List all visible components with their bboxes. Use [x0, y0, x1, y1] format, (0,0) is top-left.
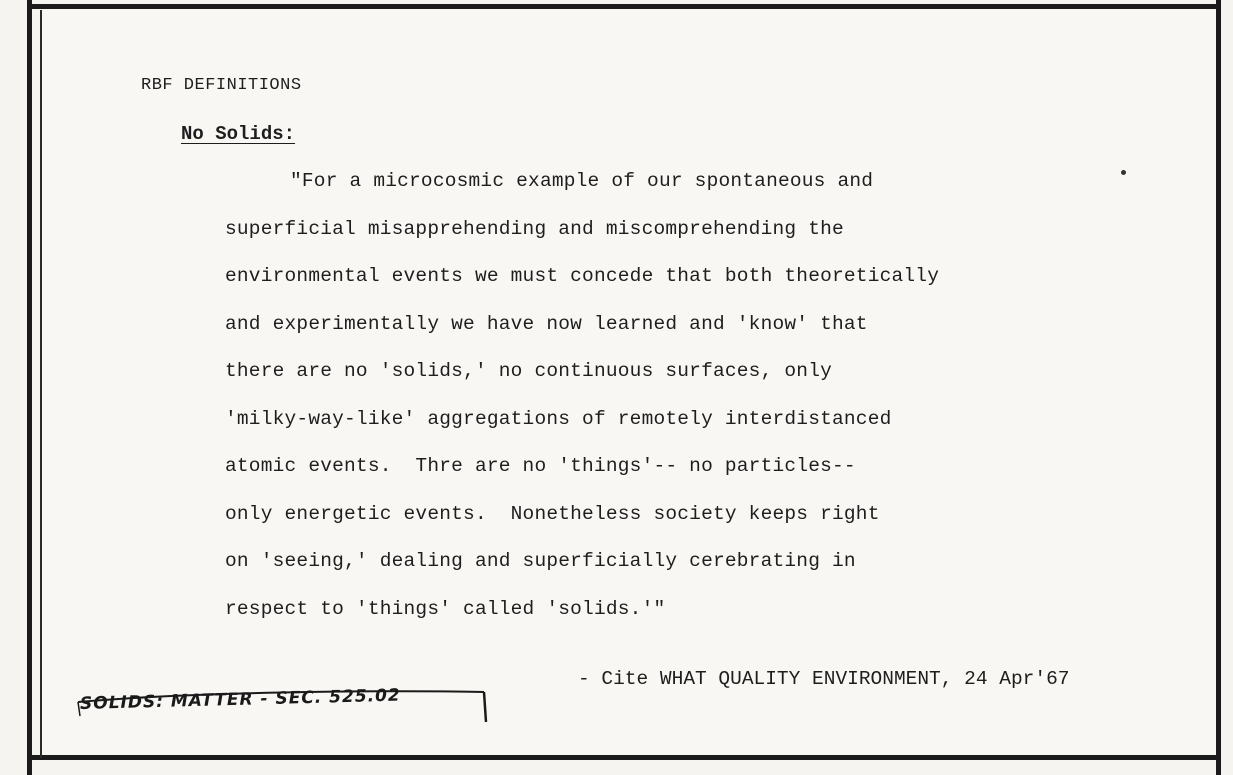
quote-line: on 'seeing,' dealing and superficially cerebrating in	[225, 550, 856, 572]
frame-left-rule	[27, 0, 32, 775]
quote-line: there are no 'solids,' no continuous surfaces, only	[225, 360, 832, 382]
quote-line: respect to 'things' called 'solids.'"	[225, 598, 666, 620]
quote-line: "For a microcosmic example of our spontaneous and	[290, 170, 874, 192]
quote-line: environmental events we must concede that both theoretically	[225, 265, 940, 287]
quote-line: 'milky-way-like' aggregations of remotely interdistanced	[225, 408, 892, 430]
frame-right-rule	[1216, 0, 1221, 775]
handwritten-note: SOLIDS: MATTER - SEC. 525.02	[79, 685, 402, 714]
citation: - Cite WHAT QUALITY ENVIRONMENT, 24 Apr'67	[578, 668, 1070, 690]
index-card	[42, 9, 1216, 755]
section-header: RBF DEFINITIONS	[141, 76, 302, 95]
quote-line: superficial misapprehending and miscomprehending the	[225, 218, 844, 240]
quote-line: only energetic events. Nonetheless society keeps right	[225, 503, 880, 525]
card-left-edge	[40, 10, 42, 758]
frame-bottom-rule	[27, 755, 1221, 760]
quote-line: atomic events. Thre are no 'things'-- no particles--	[225, 455, 856, 477]
definition-term: No Solids:	[181, 123, 296, 145]
quote-line: and experimentally we have now learned and 'know' that	[225, 313, 868, 335]
ink-dot	[1121, 170, 1126, 175]
